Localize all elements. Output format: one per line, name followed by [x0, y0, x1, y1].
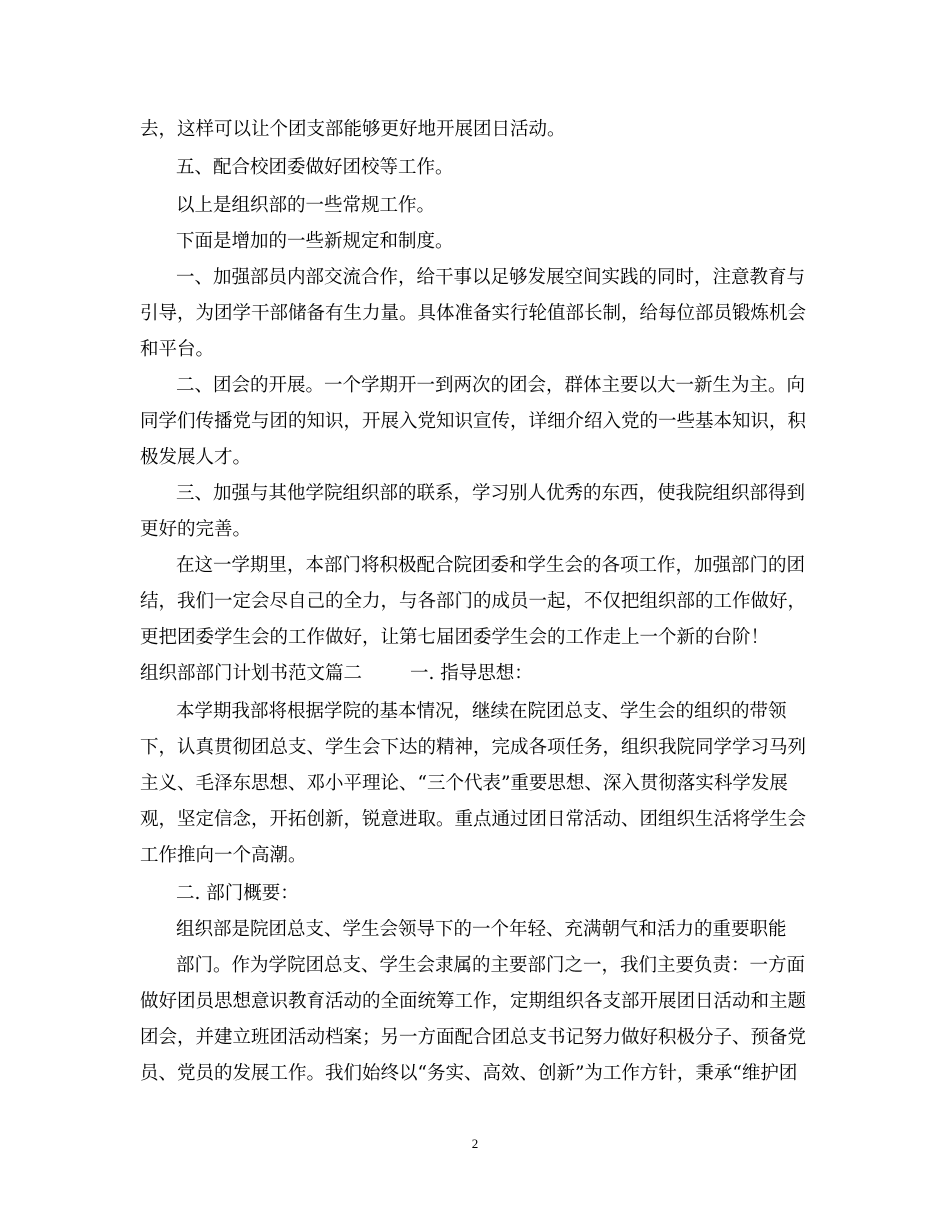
text-line: 引导，为团学干部储备有生力量。具体准备实行轮值部长制，给每位部员锻炼机会 [140, 303, 807, 324]
text-line: 去，这样可以让个团支部能够更好地开展团日活动。 [140, 119, 566, 140]
text-line: 同学们传播党与团的知识，开展入党知识宣传，详细介绍入党的一些基本知识，积 [140, 411, 807, 432]
text-line: 观，坚定信念，开拓创新，锐意进取。重点通过团日常活动、团组织生活将学生会 [140, 809, 807, 830]
text-line: 部门。作为学院团总支、学生会隶属的主要部门之一，我们主要负责：一方面 [176, 955, 806, 976]
text-line: 二、团会的开展。一个学期开一到两次的团会，群体主要以大一新生为主。向 [176, 375, 806, 396]
text-line: 下，认真贯彻团总支、学生会下达的精神，完成各项任务，组织我院同学学习马列 [140, 737, 807, 758]
text-line: 极发展人才。 [140, 447, 252, 468]
text-line: 做好团员思想意识教育活动的全面统筹工作，定期组织各支部开展团日活动和主题 [140, 991, 807, 1012]
subsection-title: 二. 部门概要： [176, 883, 299, 904]
text-line: 主义、毛泽东思想、邓小平理论、“三个代表”重要思想、深入贯彻落实科学发展 [140, 773, 788, 794]
text-line: 工作推向一个高潮。 [140, 845, 307, 866]
text-line: 三、加强与其他学院组织部的联系，学习别人优秀的东西，使我院组织部得到 [176, 483, 806, 504]
text-line: 更好的完善。 [140, 519, 252, 540]
page-number: 2 [471, 1136, 479, 1151]
text-line: 下面是增加的一些新规定和制度。 [176, 231, 454, 252]
text-line: 五、配合校团委做好团校等工作。 [176, 157, 454, 178]
text-line: 组织部是院团总支、学生会领导下的一个年轻、充满朝气和活力的重要职能 [176, 919, 787, 940]
text-line: 一、加强部员内部交流合作，给干事以足够发展空间实践的同时，注意教育与 [176, 267, 806, 288]
text-line: 以上是组织部的一些常规工作。 [176, 195, 436, 216]
text-line: 本学期我部将根据学院的基本情况，继续在院团总支、学生会的组织的带领 [176, 701, 787, 722]
section-title: 组织部部门计划书范文篇二 [140, 663, 363, 684]
section-heading [140, 662, 533, 686]
subsection-title: 一. 指导思想： [410, 663, 533, 684]
text-line: 和平台。 [140, 339, 215, 360]
text-line: 在这一学期里，本部门将积极配合院团委和学生会的各项工作，加强部门的团 [176, 555, 806, 576]
text-line: 团会，并建立班团活动档案；另一方面配合团总支书记努力做好积极分子、预备党 [140, 1027, 807, 1048]
text-line: 结，我们一定会尽自己的全力，与各部门的成员一起，不仅把组织部的工作做好， [140, 591, 807, 612]
text-line: 更把团委学生会的工作做好，让第七届团委学生会的工作走上一个新的台阶！ [140, 627, 770, 648]
text-line: 员、党员的发展工作。我们始终以“务实、高效、创新”为工作方针，秉承“维护团 [140, 1063, 798, 1084]
